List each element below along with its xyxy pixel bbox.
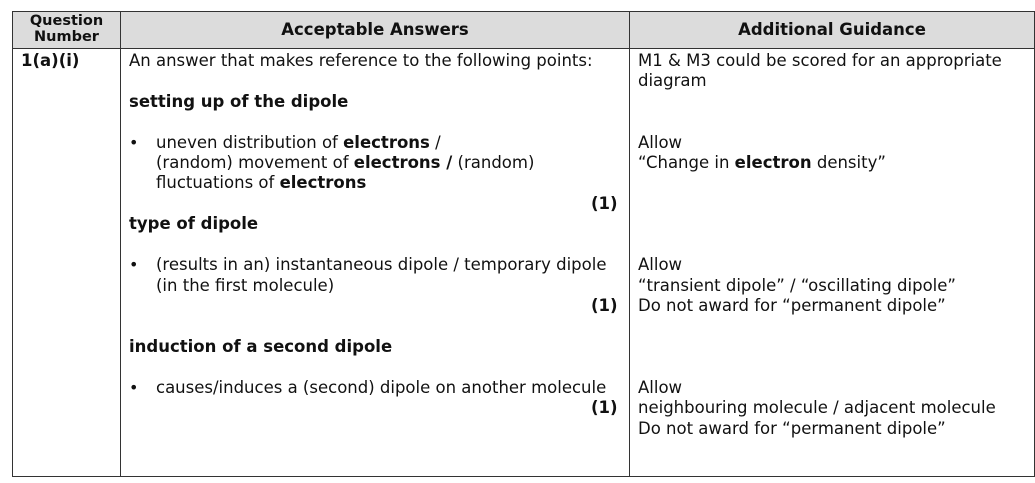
mark-3: (1): [591, 398, 618, 417]
guidance-allow-1: Allow: [638, 133, 683, 152]
answer-point-1-line-1: uneven distribution of electrons /: [156, 133, 441, 152]
guidance-do-not-award-2: Do not award for “permanent dipole”: [638, 419, 946, 438]
bullet: •: [129, 255, 139, 274]
answer-point-2-line-1: (results in an) instantaneous dipole / temporary dipole: [156, 255, 607, 274]
section-heading-dipole-induction: induction of a second dipole: [129, 337, 393, 356]
answers-intro: An answer that makes reference to the following points:: [129, 51, 593, 70]
mark-1: (1): [591, 194, 618, 213]
guidance-allow-3: Allow: [638, 378, 683, 397]
guidance-m1-m3-line-2: diagram: [638, 71, 707, 90]
bullet: •: [129, 378, 139, 397]
answer-point-3-line-1: causes/induces a (second) dipole on another molecule: [156, 378, 607, 397]
guidance-allow-2: Allow: [638, 255, 683, 274]
answer-point-1-line-3: fluctuations of electrons: [156, 173, 367, 192]
section-heading-dipole-setup: setting up of the dipole: [129, 92, 349, 111]
mark-scheme-table: [12, 11, 1035, 477]
guidance-neighbouring-molecule: neighbouring molecule / adjacent molecule: [638, 398, 996, 417]
question-number: 1(a)(i): [21, 51, 80, 70]
header-additional-guidance: Additional Guidance: [738, 20, 926, 39]
guidance-transient-dipole: “transient dipole” / “oscillating dipole”: [638, 276, 956, 295]
guidance-m1-m3-line-1: M1 & M3 could be scored for an appropriate: [638, 51, 1002, 70]
column-divider: [629, 12, 630, 476]
header-acceptable-answers: Acceptable Answers: [281, 20, 469, 39]
guidance-electron-density: “Change in electron density”: [638, 153, 886, 172]
answer-point-2-line-2: (in the first molecule): [156, 276, 335, 295]
column-divider: [120, 12, 121, 476]
answer-point-1-line-2: (random) movement of electrons / (random): [156, 153, 535, 172]
mark-2: (1): [591, 296, 618, 315]
header-question-number: Question Number: [29, 13, 104, 45]
guidance-do-not-award-1: Do not award for “permanent dipole”: [638, 296, 946, 315]
bullet: •: [129, 133, 139, 152]
section-heading-dipole-type: type of dipole: [129, 214, 259, 233]
